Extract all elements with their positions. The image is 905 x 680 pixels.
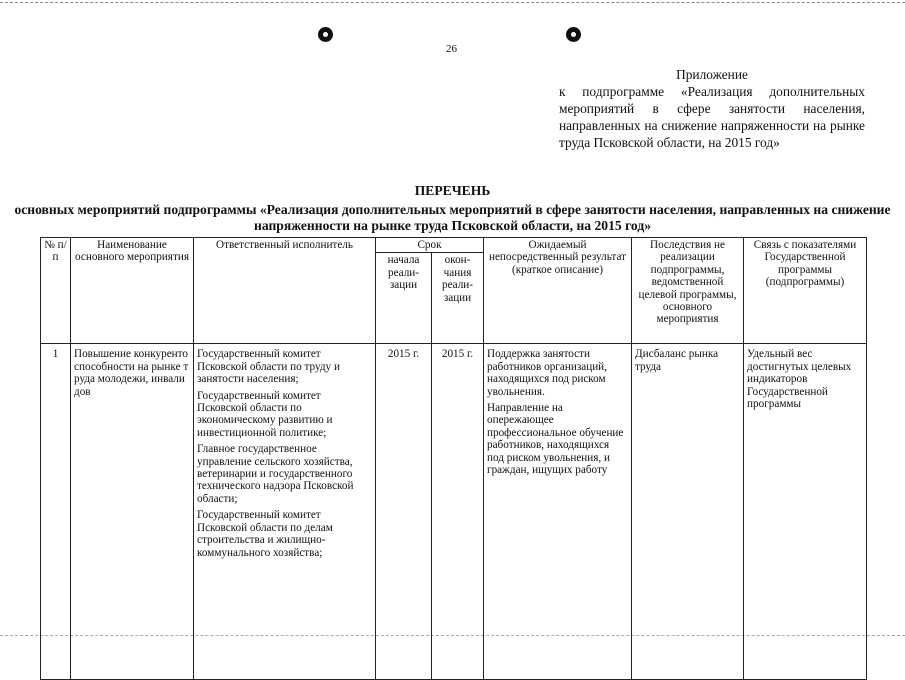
punch-hole-left-icon: [318, 27, 333, 42]
page-number: 26: [446, 43, 457, 55]
executor-item: Государственный комитет Псковской области по экономическому развитию и инвестиционной политике;: [197, 389, 333, 439]
document-subtitle: основных мероприятий подпрограммы «Реализация дополнительных мероприятий в сфере занятости населения, направленных на снижение напряженности на рынке труда Псковской области, на 2015 год»: [14, 202, 891, 233]
row-name: Повышение конкурентоспособности на рынке труда молодежи, инвалидов: [71, 344, 194, 680]
row-link: Удельный вес достигнутых целевых индикаторов Государственной программы: [744, 344, 867, 680]
header-term-start: начала реали-зации: [376, 253, 432, 344]
table-header-row: [41, 238, 867, 253]
row-end: 2015 г.: [432, 344, 484, 680]
row-consequences: Дисбаланс рынка труда: [632, 344, 744, 680]
row-results: [484, 344, 632, 680]
appendix-note: [559, 66, 865, 151]
header-consequences: Последствия не реализации подпрограммы, ведомственной целевой программы, основного мероприятия: [632, 238, 744, 344]
header-num: № п/п: [41, 238, 71, 344]
measures-table: [40, 237, 867, 680]
scan-edge-top: [0, 2, 905, 3]
punch-hole-right-icon: [566, 27, 581, 42]
appendix-text: к подпрограмме «Реализация дополнительных мероприятий в сфере занятости населения, направленных на снижение напряженности на рынке труда Псковской области, на 2015 год»: [559, 84, 865, 150]
result-item: Поддержка занятости работников организаций, находящихся под риском увольнения.: [487, 348, 607, 398]
header-term-end: окон-чания реали-зации: [432, 253, 484, 344]
result-item: Направление на опережающее профессиональное обучение работников, находящихся под риском увольнения, и граждан, ищущих работу: [487, 402, 624, 477]
header-link: Связь с показателями Государственной программы (подпрограммы): [744, 238, 867, 344]
header-name: Наименование основного мероприятия: [71, 238, 194, 344]
row-executors: [194, 344, 376, 680]
executor-item: Государственный комитет Псковской области по делам строительства и жилищно-коммунального хозяйства;: [197, 509, 333, 559]
row-start: 2015 г.: [376, 344, 432, 680]
header-executor: Ответственный исполнитель: [194, 238, 376, 344]
row-num: 1: [41, 344, 71, 680]
header-result: Ожидаемый непосредственный результат (краткое описание): [484, 238, 632, 344]
executor-item: Государственный комитет Псковской области по труду и занятости населения;: [197, 348, 340, 386]
document-title: ПЕРЕЧЕНЬ: [414, 183, 491, 198]
executor-item: Главное государственное управление сельского хозяйства, ветеринарии и государственного технического надзора Псковской области;: [197, 443, 354, 505]
table-row: [41, 344, 867, 680]
appendix-title: Приложение: [676, 67, 748, 82]
header-term: Срок: [376, 238, 484, 253]
